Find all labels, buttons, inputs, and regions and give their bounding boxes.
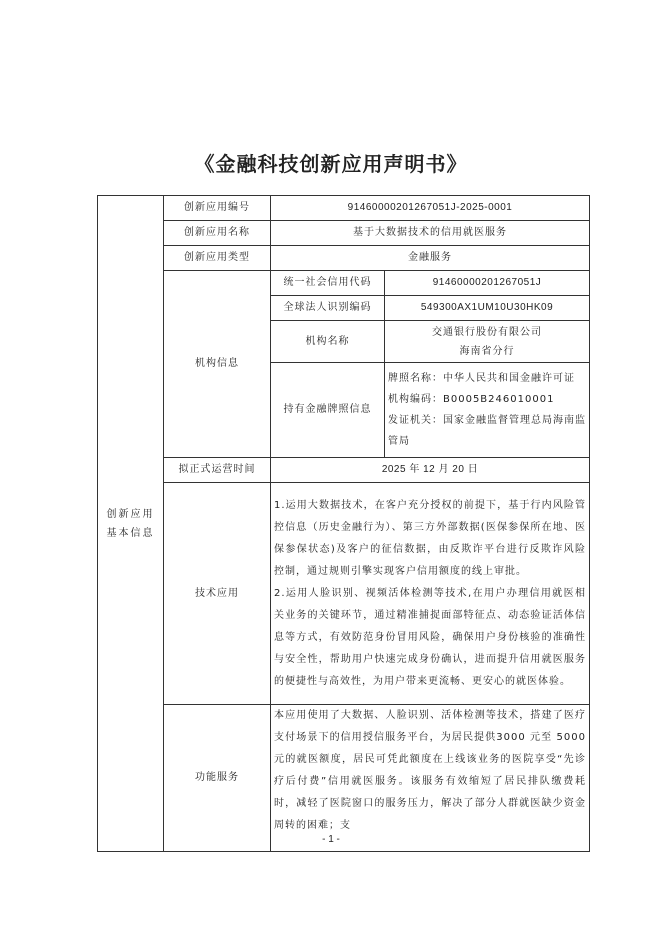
tech-value (271, 483, 590, 705)
tech-para-1: 1.运用大数据技术，在客户充分授权的前提下，基于行内风险管控信息（历史金融行为）、第三方外部数据(医保参保所在地、医保参保状态)及客户的征信数据，由反欺诈平台进行反欺诈风险控制，通过规则引擎实现客户信用额度的线上审批。 (274, 499, 587, 577)
license-issuer: 发证机关：国家金融监督管理总局海南监管局 (388, 415, 586, 447)
tech-label: 技术应用 (164, 483, 271, 705)
launch-date-label: 拟正式运营时间 (164, 458, 271, 483)
row-launch-date (98, 458, 590, 483)
lei-value: 549300AX1UM10U30HK09 (385, 296, 590, 321)
org-name-line1: 交通银行股份有限公司 (432, 326, 542, 338)
org-info-label: 机构信息 (164, 271, 271, 458)
tech-para-2: 2.运用人脸识别、视频活体检测等技术,在用户办理信用就医相关业务的关键环节，通过精准捕捉面部特征点、动态验证活体信息等方式，有效防范身份冒用风险，确保用户身份核验的准确性与安全性，帮助用户快速完成身份确认，进而提升信用就医服务的便捷性与高效性，为用户带来更流畅、更安心的就医体验。 (274, 587, 587, 687)
function-label: 功能服务 (164, 705, 271, 852)
app-number-label: 创新应用编号 (164, 196, 271, 221)
row-credit-code (98, 271, 590, 296)
app-name-label: 创新应用名称 (164, 221, 271, 246)
row-app-number (98, 196, 590, 221)
license-label: 持有金融牌照信息 (271, 363, 385, 458)
license-org-code: 机构编码：B0005B246010001 (388, 394, 555, 405)
org-name-value (385, 321, 590, 363)
row-app-name (98, 221, 590, 246)
license-value (385, 363, 590, 458)
launch-date-value: 2025 年 12 月 20 日 (271, 458, 590, 483)
page-number: - 1 - (322, 834, 340, 845)
org-name-line2: 海南省分行 (459, 345, 515, 357)
category-label: 创新应用基本信息 (98, 196, 164, 852)
app-type-label: 创新应用类型 (164, 246, 271, 271)
document-title: 《金融科技创新应用声明书》 (194, 152, 468, 176)
row-tech (98, 483, 590, 705)
credit-code-label: 统一社会信用代码 (271, 271, 385, 296)
app-name-value: 基于大数据技术的信用就医服务 (271, 221, 590, 246)
row-function (98, 705, 590, 852)
license-name: 牌照名称：中华人民共和国金融许可证 (388, 373, 575, 384)
credit-code-value: 91460000201267051J (385, 271, 590, 296)
function-value: 本应用使用了大数据、人脸识别、活体检测等技术，搭建了医疗支付场景下的信用授信服务平台，为居民提供3000 元至 5000 元的就医额度，居民可凭此额度在上线该业务的医院享受“先诊疗后付费”信用就医服务。该服务有效缩短了居民排队缴费耗时，减轻了医院窗口的服务压力，解决了部分人群就医缺少资金周转的困难；支 (271, 705, 590, 852)
org-name-label: 机构名称 (271, 321, 385, 363)
app-number-value: 91460000201267051J-2025-0001 (271, 196, 590, 221)
declaration-table (97, 195, 590, 852)
row-app-type (98, 246, 590, 271)
lei-label: 全球法人识别编码 (271, 296, 385, 321)
app-type-value: 金融服务 (271, 246, 590, 271)
